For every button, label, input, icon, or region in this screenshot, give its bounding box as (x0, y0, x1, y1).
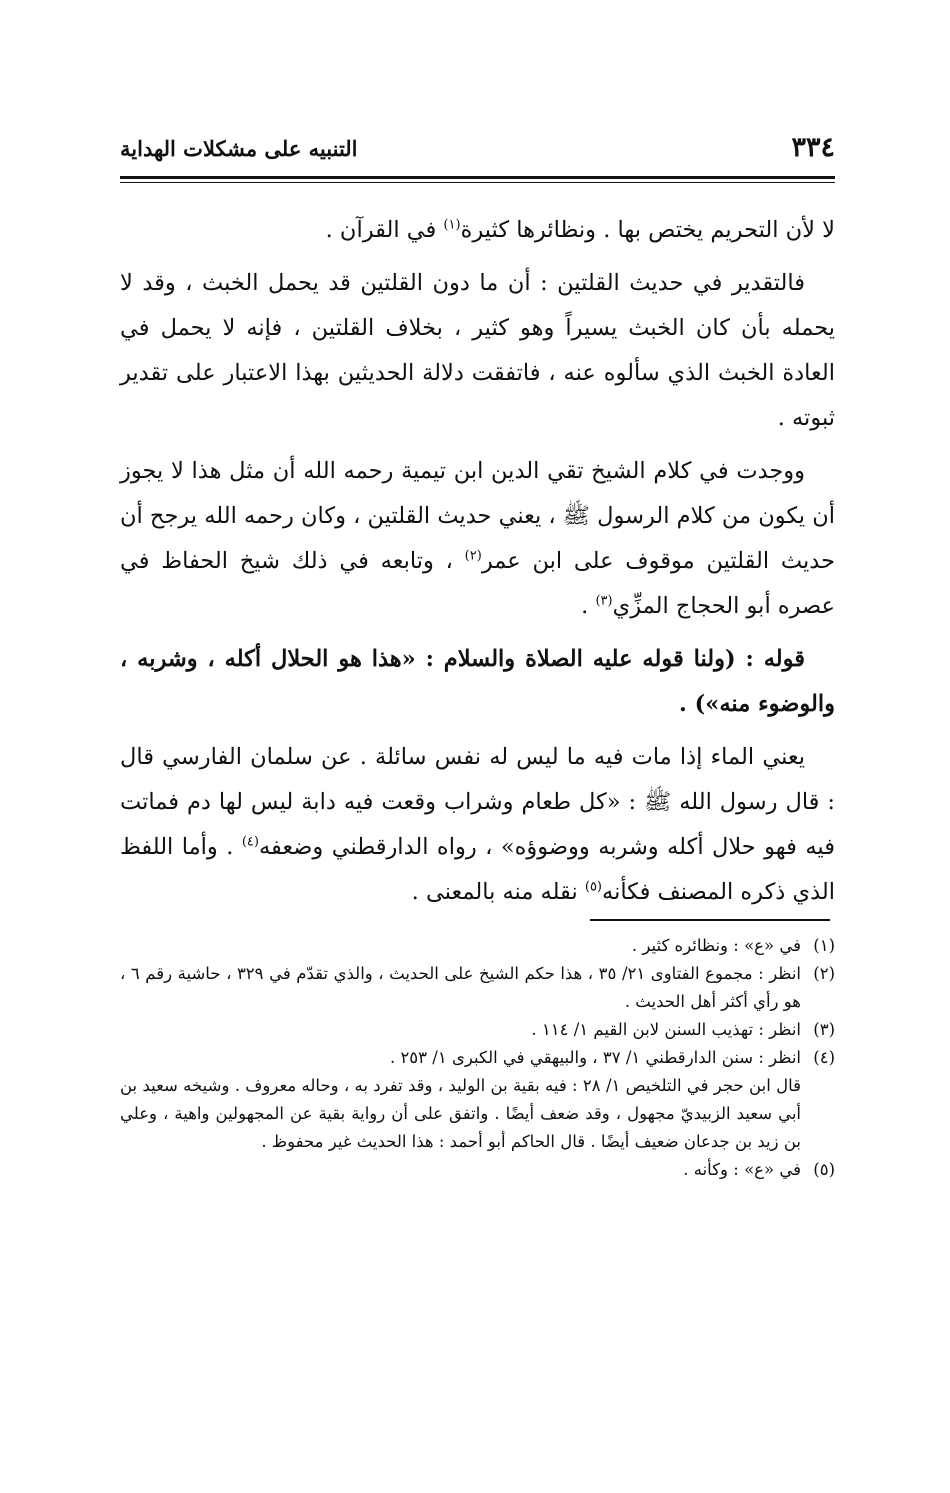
footnote-text: في «ع» : وكأنه . (683, 1160, 801, 1179)
paragraph-1 (120, 208, 835, 253)
footnote-2 (120, 960, 835, 1016)
footnote-ref-5: (٥) (584, 879, 602, 895)
footnote-number: (٤) (813, 1048, 835, 1067)
paragraph-2: فالتقدير في حديث القلتين : أن ما دون القلتين قد يحمل الخبث ، وقد لا يحمله بأن كان الخبث يسيراً وهو كثير ، بخلاف القلتين ، فإنه لا يحمل في العادة الخبث الذي سألوه عنه ، فاتفقت دلالة الحديثين بهذا الاعتبار على تقدير ثبوته . (120, 270, 835, 431)
footnote-number: (١) (813, 936, 835, 955)
footnote-text: انظر : مجموع الفتاوى ٢١/ ٣٥ ، هذا حكم الشيخ على الحديث ، والذي تقدّم في ٣٢٩ ، حاشية رقم ٦ ، هو رأي أكثر أهل الحديث . (120, 964, 802, 1011)
header-rule-thick (120, 176, 835, 179)
page-header (120, 132, 835, 176)
paragraph-5-text: يعني الماء إذا مات فيه ما ليس له نفس سائلة . عن سلمان الفارسي قال : قال رسول الله ﷺ : «كل طعام وشراب وقعت فيه دابة ليس لها دم فماتت فيه فهو حلال أكله وشربه ووضوؤه» ، رواه الدارقطني وضعفه (120, 744, 835, 860)
footnote-ref-2: (٢) (464, 548, 482, 564)
paragraph-4-quote-heading: قوله : (ولنا قوله عليه الصلاة والسلام : «هذا هو الحلال أكله ، وشربه ، والوضوء منه») . (120, 646, 835, 717)
header-rule-thin (120, 182, 835, 183)
footnote-3 (120, 1016, 835, 1044)
footnote-ref-3: (٣) (595, 593, 613, 609)
main-text (120, 208, 835, 923)
running-title: التنبيه على مشكلات الهداية (120, 136, 358, 161)
paragraph-5-text-cont: . وأما اللفظ الذي ذكره المصنف فكأنه (120, 834, 835, 905)
paragraph-5 (120, 735, 835, 915)
footnote-text: انظر : سنن الدارقطني ١/ ٣٧ ، والبيهقي في الكبرى ١/ ٢٥٣ . (389, 1048, 801, 1067)
footnote-1 (120, 932, 835, 960)
footnote-text: في «ع» : ونظائره كثير . (631, 936, 801, 955)
footnote-number: (٥) (813, 1160, 835, 1179)
footnote-number: (٢) (813, 964, 835, 983)
footnote-ref-4: (٤) (241, 834, 259, 850)
footnote-text: انظر : تهذيب السنن لابن القيم ١/ ١١٤ . (531, 1020, 801, 1039)
page-number: ٣٣٤ (791, 132, 835, 163)
footnote-4 (120, 1044, 835, 1072)
paragraph-1-text: لا لأن التحريم يختص بها . ونظائرها كثيرة (460, 217, 835, 243)
paragraph-1-text-end: في القرآن . (325, 217, 444, 243)
paragraph-5-text-end: نقله منه بالمعنى . (411, 879, 585, 905)
paragraph-3-text-cont: ، وتابعه في ذلك شيخ الحفاظ في عصره أبو الحجاج المزِّي (120, 548, 835, 619)
paragraph-3-text: ووجدت في كلام الشيخ تقي الدين ابن تيمية رحمه الله أن مثل هذا لا يجوز أن يكون من كلام الرسول ﷺ ، يعني حديث القلتين ، وكان رحمه الله يرجح أن حديث القلتين موقوف على ابن عمر (120, 458, 835, 574)
paragraph-3-text-end: . (581, 593, 596, 619)
footnotes (120, 932, 835, 1184)
footnote-ref-1: (١) (443, 217, 461, 233)
footnote-separator (590, 919, 830, 921)
footnote-number: (٣) (813, 1020, 835, 1039)
footnote-5 (120, 1156, 835, 1184)
footnote-4-continuation: قال ابن حجر في التلخيص ١/ ٢٨ : فيه بقية بن الوليد ، وقد تفرد به ، وحاله معروف . وشيخه سعيد بن أبي سعيد الزبيديّ مجهول ، وقد ضعف أيضًا . واتفق على أن رواية بقية عن المجهولين واهية ، وعلي بن زيد بن جدعان ضعيف أيضًا . قال الحاكم أبو أحمد : هذا الحديث غير محفوظ . (120, 1076, 801, 1151)
paragraph-3 (120, 449, 835, 629)
